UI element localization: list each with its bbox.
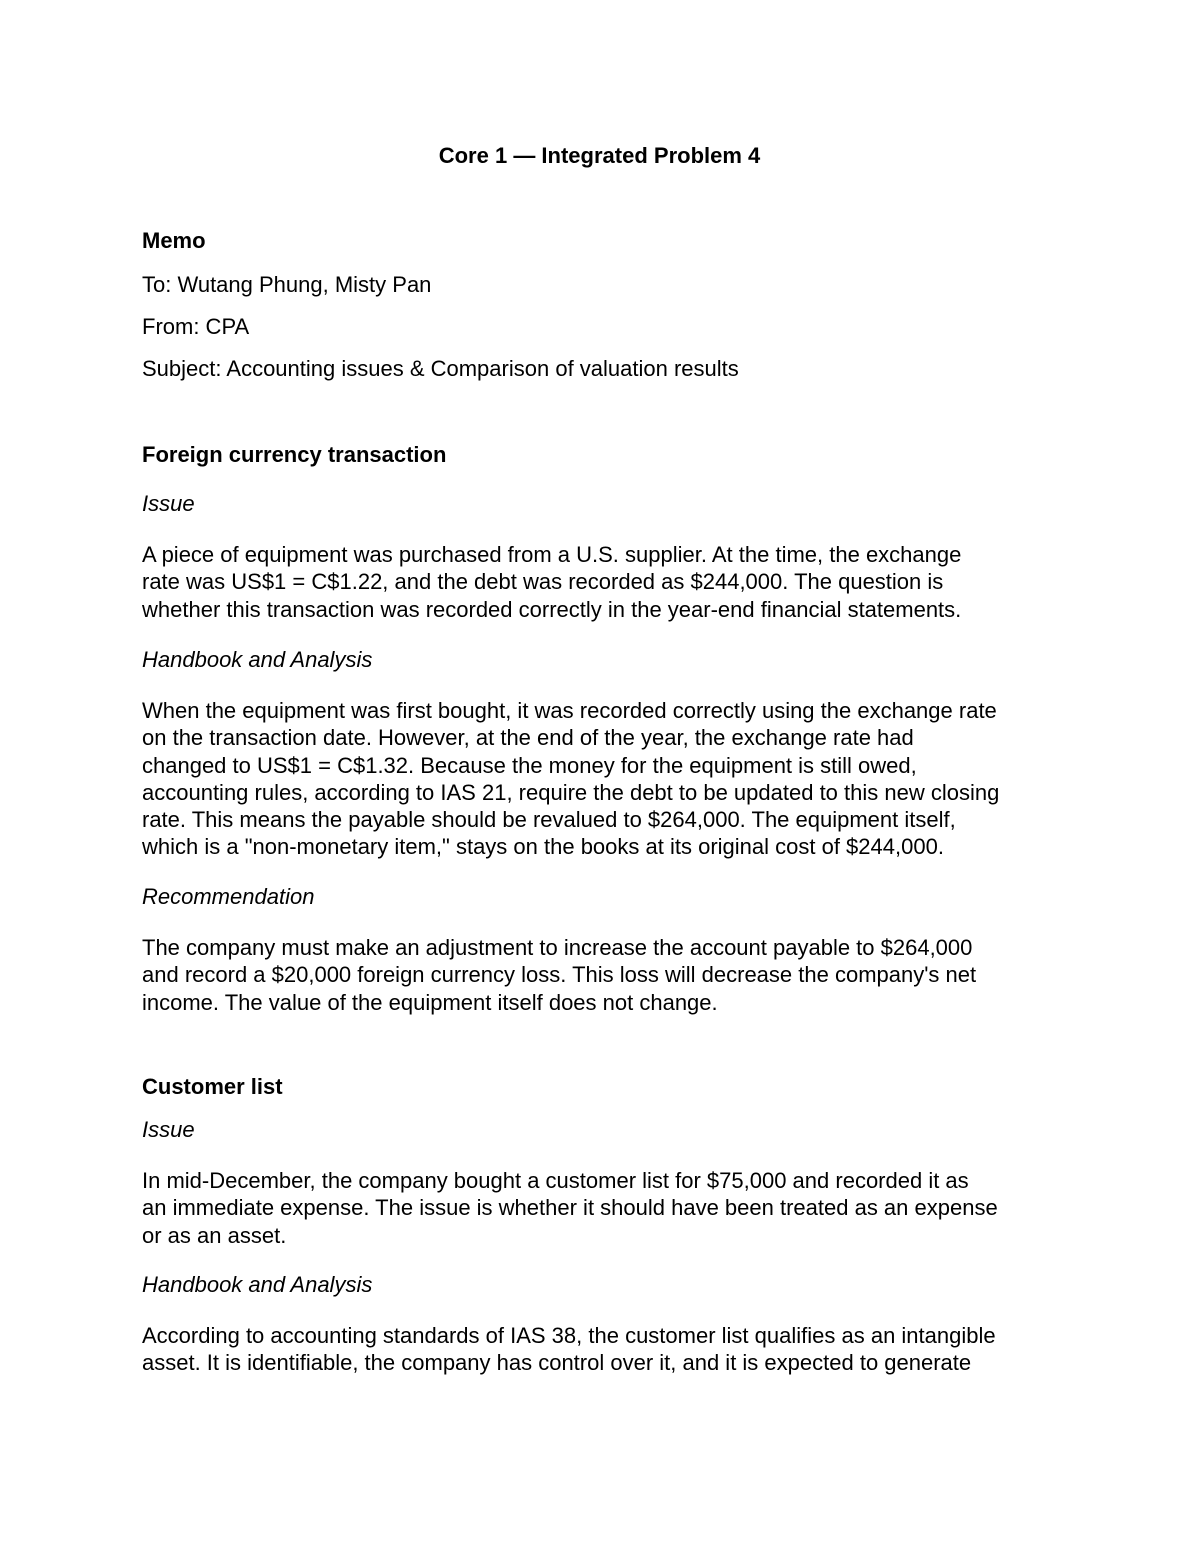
memo-subject: Subject: Accounting issues & Comparison of valuation results — [142, 356, 739, 381]
analysis-label: Handbook and Analysis — [142, 647, 373, 672]
text-line: whether this transaction was recorded correctly in the year-end financial statements. — [142, 596, 962, 622]
text-line: on the transaction date. However, at the end of the year, the exchange rate had — [142, 725, 914, 751]
text-line: an immediate expense. The issue is whether it should have been treated as an expense — [142, 1195, 998, 1221]
text-line: The company must make an adjustment to increase the account payable to $264,000 — [142, 935, 973, 960]
text-line: rate. This means the payable should be revalued to $264,000. The equipment itself, — [142, 807, 956, 833]
recommendation-label: Recommendation — [142, 884, 315, 909]
issue-label: Issue — [142, 491, 195, 516]
text-line: changed to US$1 = C$1.32. Because the money for the equipment is still owed, — [142, 752, 917, 778]
document-page — [142, 0, 1062, 1553]
document-title: Core 1 — Integrated Problem 4 — [438, 143, 761, 168]
text-line: In mid-December, the company bought a customer list for $75,000 and recorded it as — [142, 1168, 969, 1193]
issue-paragraph — [142, 1167, 1062, 1249]
analysis-paragraph — [142, 1322, 1062, 1377]
issue-paragraph — [142, 541, 1062, 623]
analysis-paragraph — [142, 697, 1062, 861]
text-line: rate was US$1 = C$1.22, and the debt was recorded as $244,000. The question is — [142, 569, 944, 595]
text-line: According to accounting standards of IAS 38, the customer list qualifies as an intangible — [142, 1323, 996, 1348]
section-heading-foreign-currency: Foreign currency transaction — [142, 442, 447, 467]
analysis-label: Handbook and Analysis — [142, 1272, 373, 1297]
memo-from: From: CPA — [142, 314, 250, 339]
text-line: accounting rules, according to IAS 21, require the debt to be updated to this new closing — [142, 779, 1000, 805]
text-line: When the equipment was first bought, it was recorded correctly using the exchange rate — [142, 698, 997, 723]
text-line: and record a $20,000 foreign currency loss. This loss will decrease the company's net — [142, 962, 977, 988]
text-line: or as an asset. — [142, 1222, 287, 1248]
memo-heading: Memo — [142, 228, 206, 253]
section-heading-customer-list: Customer list — [142, 1074, 283, 1099]
issue-label: Issue — [142, 1117, 195, 1142]
text-line: A piece of equipment was purchased from a U.S. supplier. At the time, the exchange — [142, 542, 962, 567]
text-line: income. The value of the equipment itself does not change. — [142, 989, 718, 1015]
text-line: which is a "non-monetary item," stays on the books at its original cost of $244,000. — [142, 834, 944, 860]
text-line: asset. It is identifiable, the company has control over it, and it is expected to generate — [142, 1350, 972, 1376]
memo-to: To: Wutang Phung, Misty Pan — [142, 272, 432, 297]
recommendation-paragraph — [142, 934, 1062, 1016]
